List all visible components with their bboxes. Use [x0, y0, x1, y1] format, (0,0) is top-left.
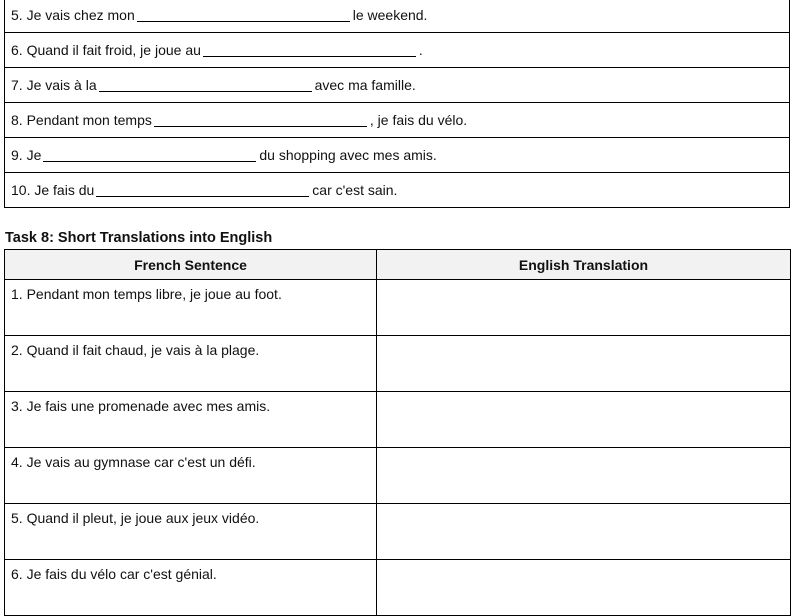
- table-header-row: [5, 250, 791, 280]
- answer-blank[interactable]: [154, 114, 367, 127]
- table-row: [5, 392, 791, 448]
- french-sentence: 6. Je fais du vélo car c'est génial.: [5, 560, 377, 616]
- fill-in-table: [4, 0, 790, 208]
- english-translation-cell[interactable]: [377, 280, 791, 336]
- answer-blank[interactable]: [203, 44, 416, 57]
- french-sentence: 2. Quand il fait chaud, je vais à la plage.: [5, 336, 377, 392]
- french-sentence: 4. Je vais au gymnase car c'est un défi.: [5, 448, 377, 504]
- sentence-end: avec ma famille.: [314, 77, 416, 93]
- sentence-start: 6. Quand il fait froid, je joue au: [11, 42, 201, 58]
- fill-in-cell: [5, 103, 790, 138]
- answer-blank[interactable]: [137, 9, 350, 22]
- english-column-header: English Translation: [377, 250, 791, 280]
- english-translation-cell[interactable]: [377, 560, 791, 616]
- table-row: [5, 0, 790, 33]
- table-row: [5, 33, 790, 68]
- sentence-end: .: [418, 42, 423, 58]
- english-translation-cell[interactable]: [377, 448, 791, 504]
- table-row: [5, 504, 791, 560]
- task-8-title: Task 8: Short Translations into English: [5, 230, 273, 246]
- sentence-end: car c'est sain.: [312, 182, 398, 198]
- fill-in-cell: [5, 68, 790, 103]
- answer-blank[interactable]: [43, 149, 256, 162]
- table-row: [5, 448, 791, 504]
- french-sentence: 5. Quand il pleut, je joue aux jeux vidéo.: [5, 504, 377, 560]
- english-translation-cell[interactable]: [377, 336, 791, 392]
- french-column-header: French Sentence: [5, 250, 377, 280]
- sentence-end: le weekend.: [352, 7, 428, 23]
- english-translation-cell[interactable]: [377, 392, 791, 448]
- fill-in-cell: [5, 173, 790, 208]
- sentence-end: , je fais du vélo.: [369, 112, 468, 128]
- table-row: [5, 280, 791, 336]
- sentence-start: 9. Je: [11, 147, 42, 163]
- answer-blank[interactable]: [99, 79, 312, 92]
- table-row: [5, 173, 790, 208]
- translation-table: [4, 249, 791, 616]
- table-row: [5, 560, 791, 616]
- fill-in-cell: [5, 33, 790, 68]
- sentence-start: 5. Je vais chez mon: [11, 7, 135, 23]
- table-row: [5, 138, 790, 173]
- french-sentence: 1. Pendant mon temps libre, je joue au foot.: [5, 280, 377, 336]
- sentence-start: 8. Pendant mon temps: [11, 112, 152, 128]
- fill-in-cell: [5, 138, 790, 173]
- english-translation-cell[interactable]: [377, 504, 791, 560]
- table-row: [5, 103, 790, 138]
- fill-in-cell: [5, 0, 790, 33]
- sentence-start: 10. Je fais du: [11, 182, 95, 198]
- french-sentence: 3. Je fais une promenade avec mes amis.: [5, 392, 377, 448]
- answer-blank[interactable]: [96, 184, 309, 197]
- sentence-start: 7. Je vais à la: [11, 77, 97, 93]
- sentence-end: du shopping avec mes amis.: [259, 147, 437, 163]
- table-row: [5, 336, 791, 392]
- table-row: [5, 68, 790, 103]
